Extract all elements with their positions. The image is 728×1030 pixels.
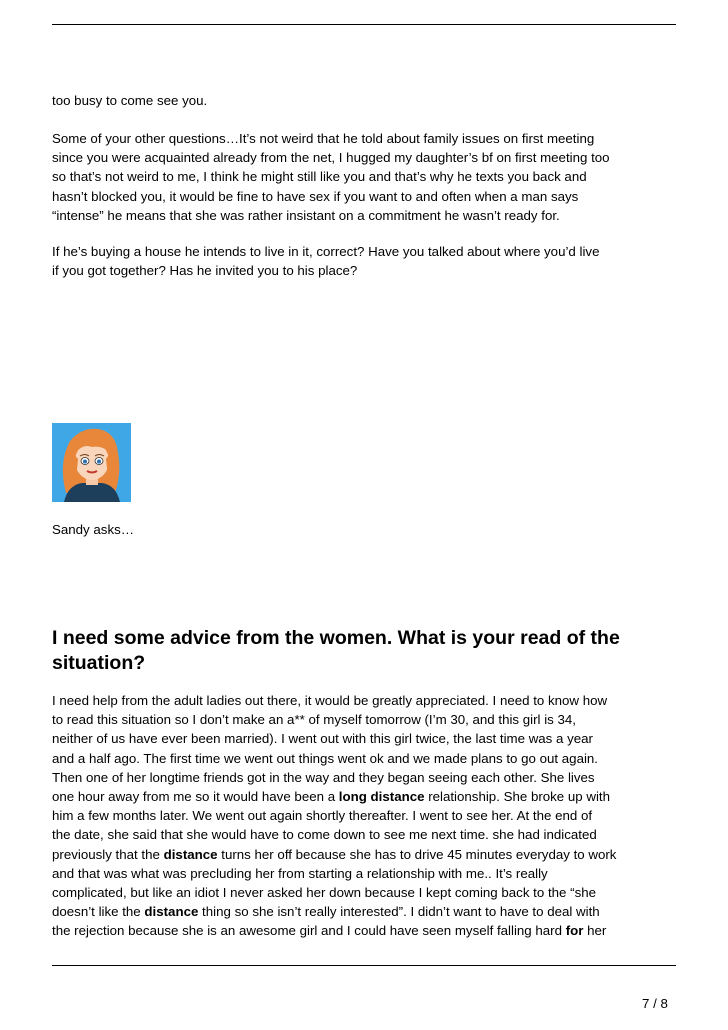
text-line <box>52 806 682 825</box>
answer-paragraph-1 <box>52 91 682 110</box>
text-line <box>52 787 682 806</box>
text-segment: neither of us have ever been married). I went out with this girl twice, the last time was a year <box>52 731 593 747</box>
footer-rule <box>52 965 676 966</box>
text-segment: doesn’t like the <box>52 904 145 920</box>
text-line: Some of your other questions…It’s not weird that he told about family issues on first meeting <box>52 131 595 146</box>
text-segment: and a half ago. The first time we went out things went ok and we made plans to go out again. <box>52 750 599 766</box>
text-segment: him a few months later. We went out again shortly thereafter. I went to see her. At the end of <box>52 808 593 824</box>
text-segment: the date, she said that she would have to come down to see me next time. she had indicated <box>52 827 597 843</box>
text-line: so that’s not weird to me, I think he might still like you and that’s why he texts you back and <box>52 169 587 185</box>
text-segment: her <box>583 923 607 939</box>
keyword-highlight: for <box>565 923 584 939</box>
text-line <box>52 710 682 729</box>
answer-paragraph-3 <box>52 242 682 280</box>
text-segment: one hour away from me so it would have been a <box>52 789 339 805</box>
text-line: I need some advice from the women. What is your read of the <box>52 627 620 649</box>
text-line <box>52 921 682 940</box>
cartoon-woman-avatar-icon <box>52 423 131 502</box>
text-segment: the rejection because she is an awesome girl and I could have seen myself falling hard <box>52 923 566 939</box>
header-rule <box>52 24 676 25</box>
text-line <box>52 729 682 748</box>
question-title <box>52 626 682 676</box>
answer-paragraph-2 <box>52 129 682 225</box>
text-line: hasn’t blocked you, it would be fine to have sex if you want to and often when a man says <box>52 188 579 204</box>
text-line: If he’s buying a house he intends to live in it, correct? Have you talked about where you’d live <box>52 244 600 259</box>
asker-line: Sandy asks… <box>52 522 135 537</box>
keyword-highlight: distance <box>144 904 199 920</box>
text-line: if you got together? Has he invited you to his place? <box>52 263 358 279</box>
text-segment: to read this situation so I don’t make an a** of myself tomorrow (I’m 30, and this girl is 34, <box>52 712 576 728</box>
text-line <box>52 902 682 921</box>
question-body <box>52 691 682 941</box>
keyword-highlight: long distance <box>338 789 425 805</box>
text-line: “intense” he means that she was rather insistant on a commitment he wasn’t ready for. <box>52 207 560 223</box>
page-number: 7 / 8 <box>642 996 668 1011</box>
text-line <box>52 883 682 902</box>
text-line <box>52 691 682 710</box>
text-line <box>52 864 682 883</box>
text-line <box>52 768 682 787</box>
text-segment: turns her off because she has to drive 45 minutes everyday to work <box>217 846 617 862</box>
text-segment: previously that the <box>52 846 164 862</box>
text-segment: and that was what was precluding her from starting a relationship with me.. It’s really <box>52 865 548 881</box>
avatar <box>52 423 131 502</box>
text-line <box>52 749 682 768</box>
text-line: situation? <box>52 652 146 674</box>
text-line: too busy to come see you. <box>52 93 208 108</box>
text-segment: Then one of her longtime friends got in the way and they began seeing each other. She lives <box>52 769 595 785</box>
text-line <box>52 845 682 864</box>
text-segment: relationship. She broke up with <box>424 789 611 805</box>
text-segment: thing so she isn’t really interested”. I didn’t want to have to deal with <box>198 904 600 920</box>
text-segment: I need help from the adult ladies out there, it would be greatly appreciated. I need to know how <box>52 693 608 708</box>
text-segment: complicated, but like an idiot I never asked her down because I kept coming back to the “she <box>52 885 597 901</box>
keyword-highlight: distance <box>163 846 218 862</box>
text-line: since you were acquainted already from the net, I hugged my daughter’s bf on first meeting too <box>52 150 610 166</box>
text-line <box>52 825 682 844</box>
